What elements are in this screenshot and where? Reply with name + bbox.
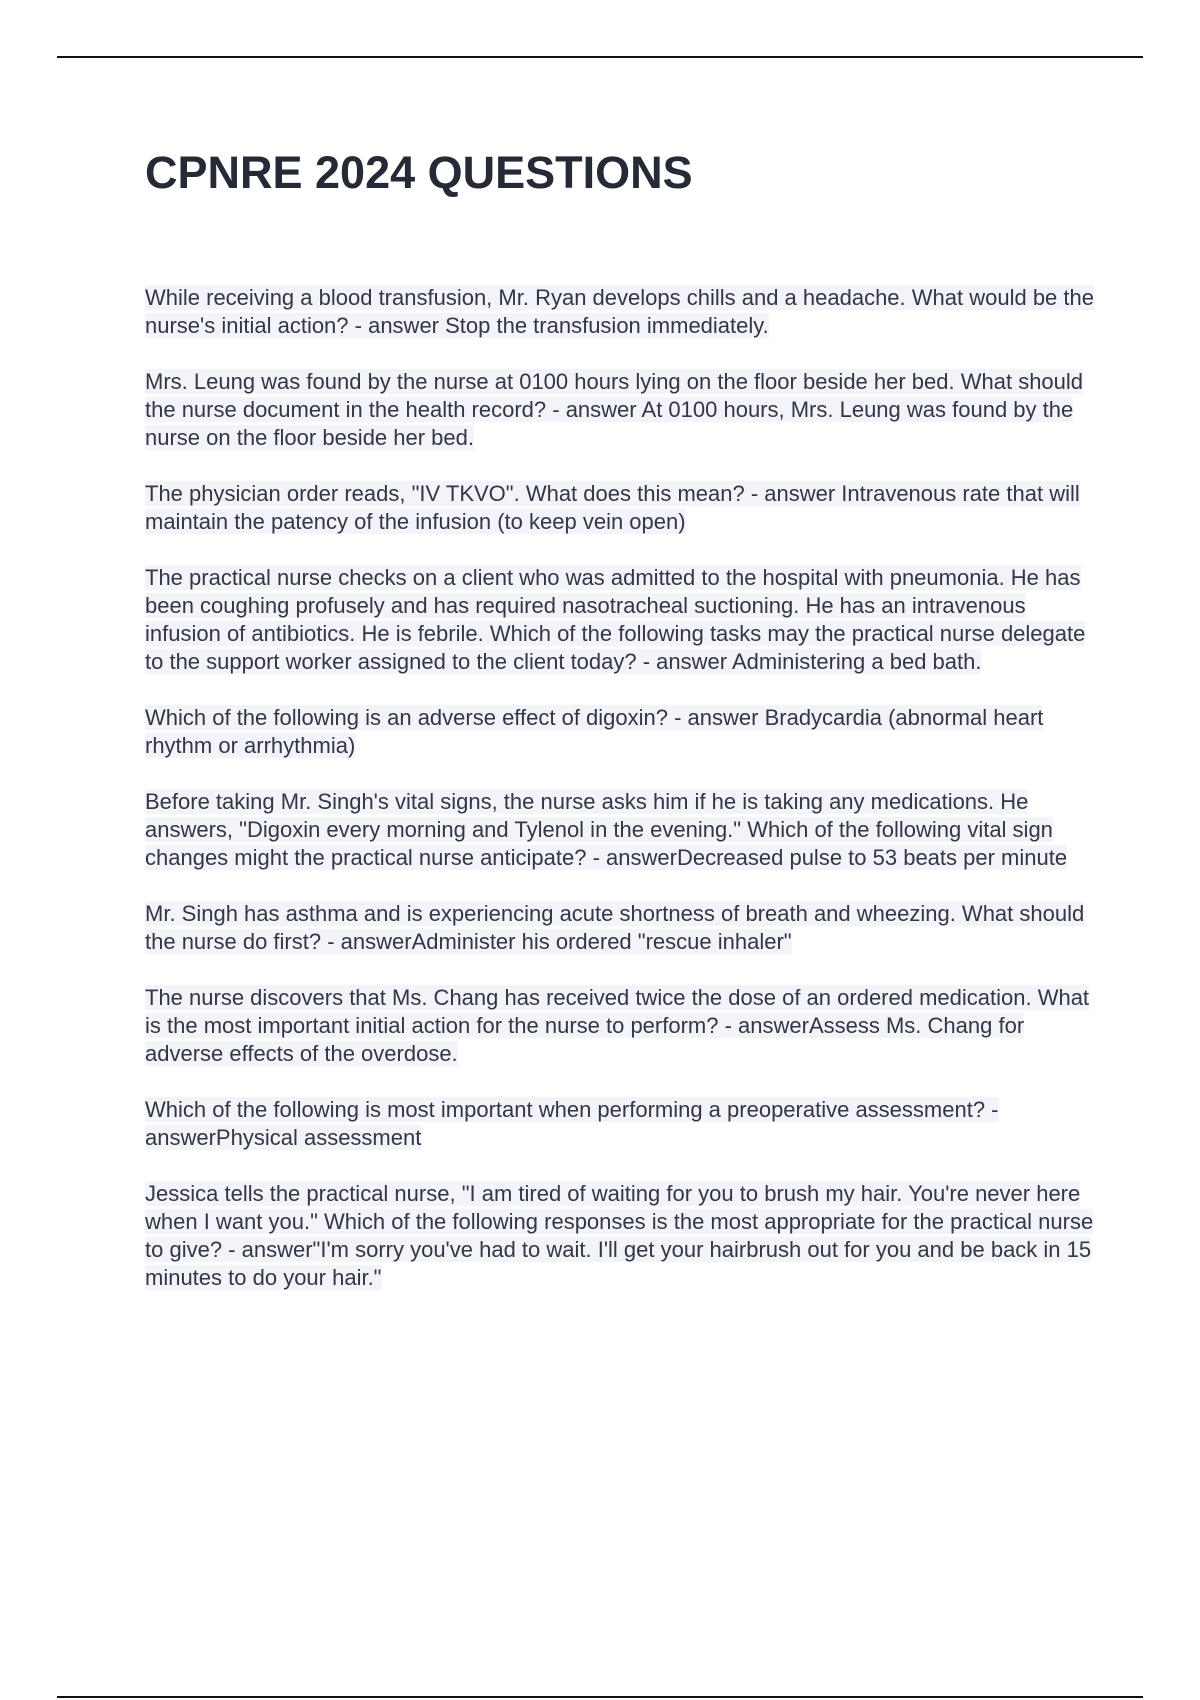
question-item [145,704,1100,760]
question-item [145,564,1100,676]
question-text: Mrs. Leung was found by the nurse at 0100 hours lying on the floor beside her bed. What should the nurse document in the health record? - answer At 0100 hours, Mrs. Leung was found by the nurse on the floor beside her bed. [145,369,1084,450]
question-text: Which of the following is most important when performing a preoperative assessment? - answerPhysical assessment [145,1097,999,1150]
question-item [145,368,1100,452]
top-divider [57,56,1143,58]
question-item [145,900,1100,956]
question-item [145,284,1100,340]
question-item [145,1096,1100,1152]
question-item [145,984,1100,1068]
question-text: Before taking Mr. Singh's vital signs, the nurse asks him if he is taking any medications. He answers, "Digoxin every morning and Tylenol in the evening." Which of the following vital sign changes might the practical nurse anticipate? - answerDecreased pulse to 53 beats per minute [145,789,1068,870]
bottom-divider [57,1696,1143,1698]
question-item [145,1180,1100,1292]
question-item [145,480,1100,536]
question-text: The physician order reads, "IV TKVO". What does this mean? - answer Intravenous rate that will maintain the patency of the infusion (to keep vein open) [145,481,1080,534]
question-text: Jessica tells the practical nurse, "I am tired of waiting for you to brush my hair. You're never here when I want you." Which of the following responses is the most appropriate for the practical nurse to give? - answer"I'm sorry you've had to wait. I'll get your hairbrush out for you and be back in 15 minutes to do your hair." [145,1181,1094,1290]
question-text: Mr. Singh has asthma and is experiencing acute shortness of breath and wheezing. What should the nurse do first? - answerAdminister his ordered "rescue inhaler" [145,901,1085,954]
question-text: The nurse discovers that Ms. Chang has received twice the dose of an ordered medication. What is the most important initial action for the nurse to perform? - answerAssess Ms. Chang for adverse effects of the overdose. [145,985,1090,1066]
question-list [145,284,1100,1320]
question-text: While receiving a blood transfusion, Mr. Ryan develops chills and a headache. What would be the nurse's initial action? - answer Stop the transfusion immediately. [145,285,1094,338]
question-item [145,788,1100,872]
question-text: Which of the following is an adverse effect of digoxin? - answer Bradycardia (abnormal heart rhythm or arrhythmia) [145,705,1044,758]
page-title: CPNRE 2024 QUESTIONS [145,147,693,198]
question-text: The practical nurse checks on a client who was admitted to the hospital with pneumonia. He has been coughing profusely and has required nasotracheal suctioning. He has an intravenous infusion of antibiotics. He is febrile. Which of the following tasks may the practical nurse delegate to the support worker assigned to the client today? - answer Administering a bed bath. [145,565,1086,674]
